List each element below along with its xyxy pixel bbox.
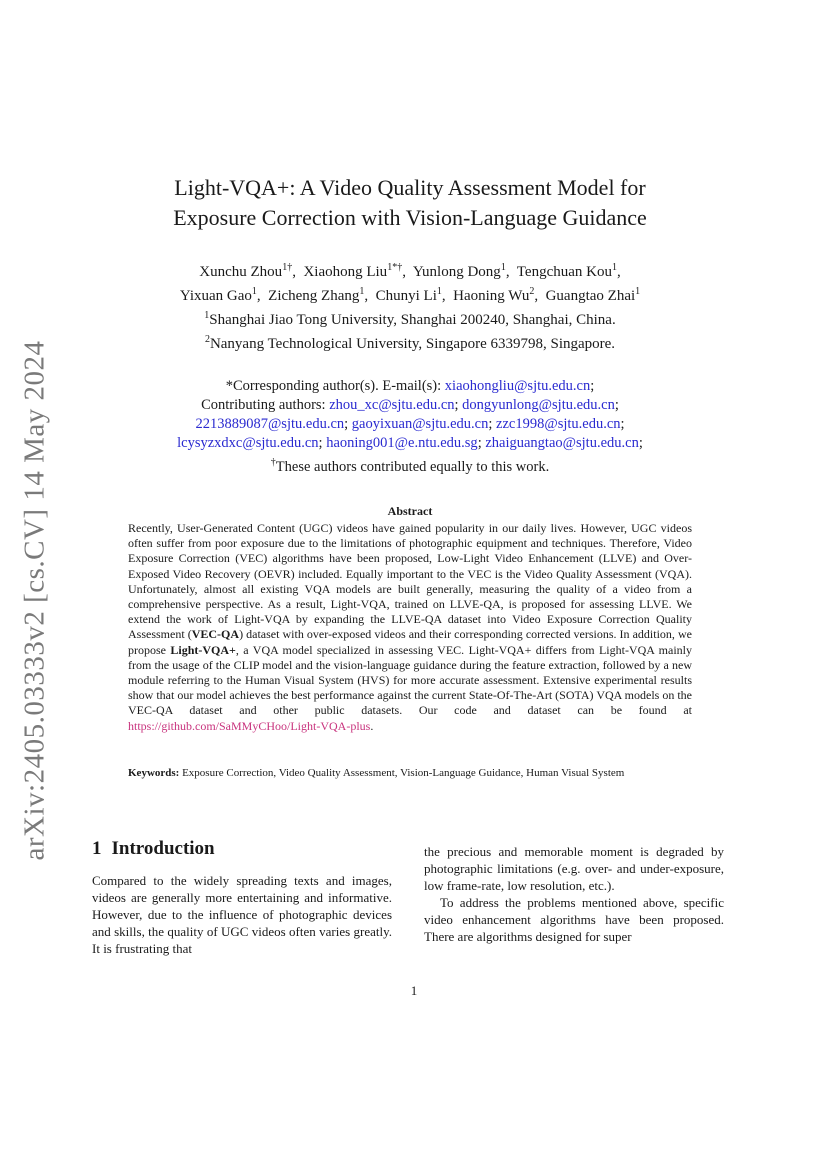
abstract-text: ) dataset with over-exposed videos and their corresponding corrected versions. In addition, we propose	[128, 627, 692, 657]
intro-paragraph: Compared to the widely spreading texts and images, videos are generally more entertaining and informative. However, due to the influence of photographic devices and skills, the quality of UGC videos often varies greatly. It is frustrating that	[92, 873, 392, 956]
author-name: Tengchuan Kou	[516, 264, 612, 280]
affiliation-1	[80, 306, 740, 330]
email-link[interactable]: lcysyzxdxc@sjtu.edu.cn	[177, 435, 319, 451]
author-list	[80, 258, 740, 306]
keywords-label: Keywords:	[128, 767, 180, 779]
author-mark: 1	[359, 286, 365, 297]
arxiv-stamp-text: arXiv:2405.03333v2 [cs.CV] 14 May 2024	[18, 339, 51, 861]
page-number: 1	[410, 983, 418, 998]
author-mark: 1	[251, 286, 257, 297]
author-name: Yixuan Gao	[179, 288, 252, 304]
corresponding-prefix: *Corresponding author(s). E-mail(s):	[225, 378, 445, 394]
author-line-1: Xunchu Zhou$^{1\dagger}$, Xiaohong Liu$^{1*\dagger}$, Yunlong Dong$^1$, Tengchuan Kou$^1$,	[199, 262, 621, 280]
corresponding-email-link[interactable]: xiaohongliu@sjtu.edu.cn	[444, 378, 591, 394]
author-name: Zicheng Zhang	[268, 288, 360, 304]
author-name: Chunyi Li	[375, 288, 437, 304]
email-link[interactable]: 2213889087@sjtu.edu.cn	[195, 416, 345, 432]
corresponding-line: *Corresponding author(s). E-mail(s): xiaohongliu@sjtu.edu.cn;	[225, 378, 595, 394]
title-line-2: Exposure Correction with Vision-Language Guidance	[173, 205, 647, 230]
intro-paragraph: the precious and memorable moment is degraded by photographic limitations (e.g. over- and under-exposure, low frame-rate, low resolution, etc.).	[424, 844, 724, 893]
section-number: 1	[92, 838, 102, 859]
abstract-bold-model: Light-VQA+	[170, 642, 236, 657]
equal-mark: †	[270, 457, 276, 468]
abstract-heading: Abstract	[387, 504, 433, 518]
affiliation-text: Shanghai Jiao Tong University, Shanghai 200240, Shanghai, China.	[209, 312, 616, 328]
email-link[interactable]: zhaiguangtao@sjtu.edu.cn	[485, 435, 639, 451]
email-link[interactable]: gaoyixuan@sjtu.edu.cn	[351, 416, 489, 432]
affiliation-2	[80, 330, 740, 354]
affiliation-mark: 1	[204, 310, 210, 321]
paper-title	[80, 173, 740, 233]
contributing-line-2: 2213889087@sjtu.edu.cn; gaoyixuan@sjtu.edu.cn; zzc1998@sjtu.edu.cn;	[195, 416, 625, 432]
contributing-line-3: lcysyzxdxc@sjtu.edu.cn; haoning001@e.ntu.edu.sg; zhaiguangtao@sjtu.edu.cn;	[177, 435, 643, 451]
abstract-body	[128, 521, 692, 734]
affiliations	[80, 306, 740, 354]
affiliation-mark: 2	[204, 334, 210, 345]
abstract-text: Recently, User-Generated Content (UGC) videos have gained popularity in our daily lives. However, UGC videos often suffer from poor exposure due to the limitations of photographic equipment and techniques. Therefore, Video Exposure Correction (VEC) algorithms have been proposed, Low-Light Video Enhancement (LLVE) and Over-Exposed Video Recovery (OEVR) included. Equally important to the VEC is the Video Quality Assessment (VQA). Unfortunately, almost all existing VQA models are built generally, measuring the quality of a video from a comprehensive perspective. As a result, Light-VQA, trained on LLVE-QA, is proposed for assessing LLVE. We extend the work of Light-VQA by expanding the LLVE-QA dataset into Video Exposure Correction Quality Assessment (	[128, 521, 692, 642]
author-name: Xunchu Zhou	[199, 264, 283, 280]
email-link[interactable]: haoning001@e.ntu.edu.sg	[326, 435, 478, 451]
email-link[interactable]: zzc1998@sjtu.edu.cn	[496, 416, 621, 432]
abstract-end: .	[370, 718, 374, 733]
abstract-text: , a VQA model specialized in assessing VEC. Light-VQA+ differs from Light-VQA mainly from the usage of the CLIP model and the vision-language guidance during the feature extraction, followed by a new module referring to the Human Visual System (HVS) for more accurate assessment. Extensive experimental results show that our model achieves the best performance against the current State-Of-The-Art (SOTA) VQA models on the VEC-QA dataset and other public datasets. Our code and dataset can be found at	[128, 642, 692, 718]
author-name: Guangtao Zhai	[545, 288, 636, 304]
author-mark: 1	[611, 262, 617, 273]
author-mark: 1	[500, 262, 506, 273]
email-link[interactable]: dongyunlong@sjtu.edu.cn	[462, 397, 615, 413]
section-title-text: Introduction	[111, 838, 215, 859]
contributing-prefix: Contributing authors:	[201, 397, 330, 413]
equal-contribution-note	[110, 453, 710, 477]
author-name: Xiaohong Liu	[303, 264, 388, 280]
email-link[interactable]: zhou_xc@sjtu.edu.cn	[329, 397, 455, 413]
contact-block	[110, 377, 710, 477]
keywords	[128, 766, 692, 780]
keywords-text: Exposure Correction, Video Quality Assessment, Vision-Language Guidance, Human Visual System	[179, 767, 625, 779]
left-column	[92, 838, 392, 957]
intro-paragraph: To address the problems mentioned above, specific video enhancement algorithms have been proposed. There are algorithms designed for super	[424, 895, 724, 944]
author-mark: 1*†	[387, 262, 403, 273]
contributing-line-1: Contributing authors: zhou_xc@sjtu.edu.cn; dongyunlong@sjtu.edu.cn;	[201, 397, 619, 413]
section-heading	[92, 838, 392, 860]
author-mark: 1	[635, 286, 641, 297]
equal-note-text: These authors contributed equally to this work.	[275, 458, 550, 475]
arxiv-stamp	[18, 339, 51, 861]
abstract-bold-dataset: VEC-QA	[191, 627, 240, 642]
author-mark: 1	[436, 286, 442, 297]
author-name: Yunlong Dong	[412, 264, 501, 280]
affiliation-text: Nanyang Technological University, Singapore 6339798, Singapore.	[209, 336, 616, 352]
author-mark: 1†	[282, 262, 293, 273]
code-repo-link[interactable]: https://github.com/SaMMyCHoo/Light-VQA-plus	[128, 718, 371, 733]
title-line-1: Light-VQA+: A Video Quality Assessment Model for	[174, 175, 646, 200]
author-line-2: Yixuan Gao$^1$, Zicheng Zhang$^1$, Chunyi Li$^1$, Haoning Wu$^2$, Guangtao Zhai$^1$	[179, 286, 641, 304]
right-column	[424, 843, 724, 945]
author-mark: 2	[529, 286, 535, 297]
author-name: Haoning Wu	[453, 288, 530, 304]
